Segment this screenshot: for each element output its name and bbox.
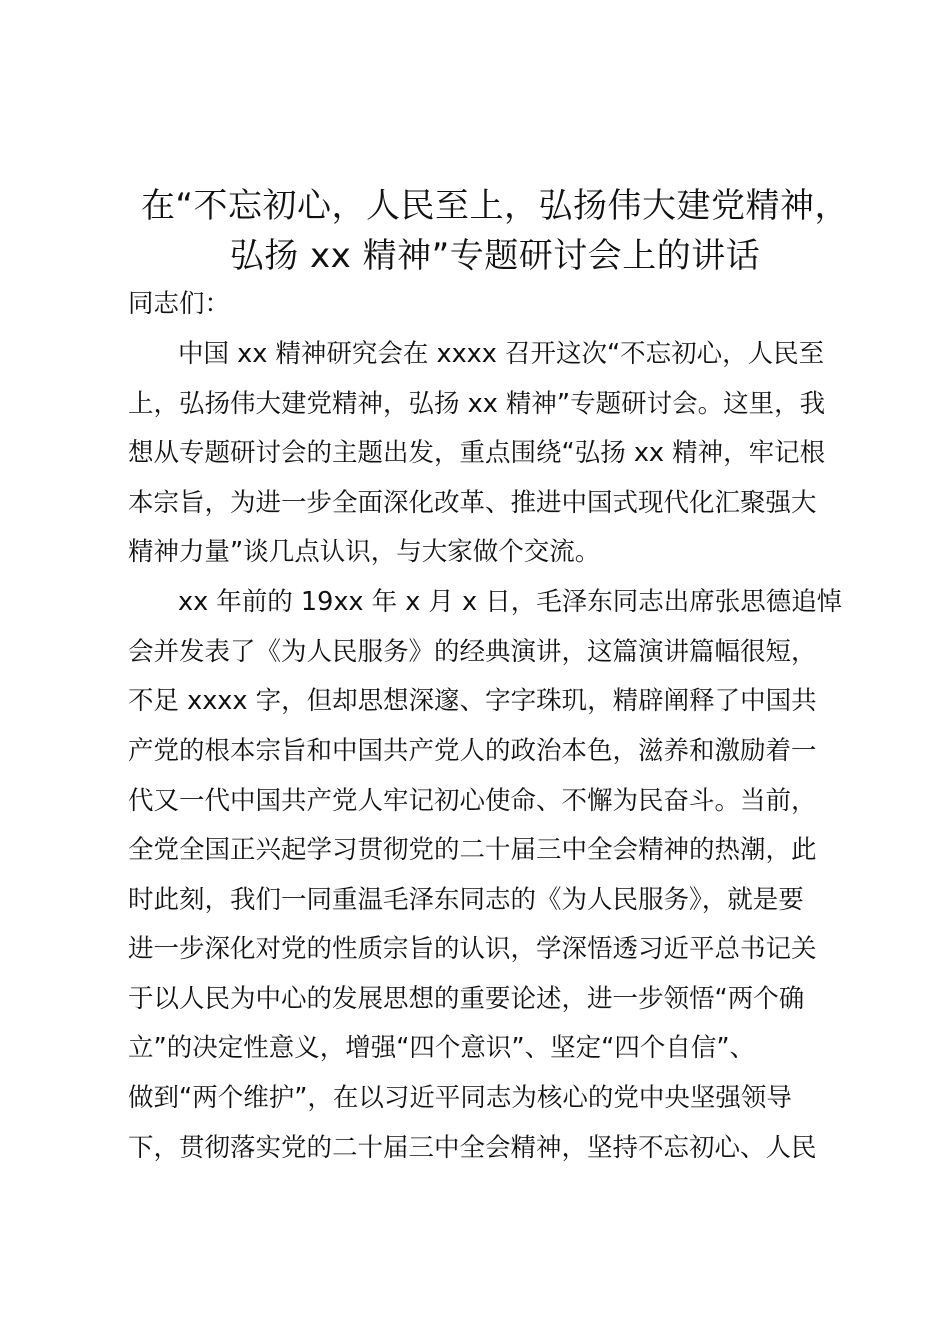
paragraph-2-line-11: 做到“两个维护”，在以习近平同志为核心的党中央坚强领导 <box>128 1083 792 1113</box>
paragraph-1-line-4: 本宗旨，为进一步全面深化改革、推进中国式现代化汇聚强大 <box>128 488 817 518</box>
paragraph-2-line-7: 时此刻，我们一同重温毛泽东同志的《为人民服务》，就是要 <box>128 885 804 915</box>
paragraph-1-line-2: 上，弘扬伟大建党精神，弘扬 xx 精神”专题研讨会。这里，我 <box>128 389 826 419</box>
paragraph-2-line-10: 立”的决定性意义，增强“四个意识”、坚定“四个自信”、 <box>128 1033 756 1063</box>
paragraph-2-line-4: 产党的根本宗旨和中国共产党人的政治本色，滋养和激励着一 <box>128 736 817 766</box>
document-title-line-1: 在“不忘初心，人民至上，弘扬伟大建党精神， <box>140 186 850 226</box>
paragraph-2-line-8: 进一步深化对党的性质宗旨的认识，学深悟透习近平总书记关 <box>128 934 817 964</box>
paragraph-2-line-5: 代又一代中国共产党人牢记初心使命、不懈为民奋斗。当前， <box>128 786 817 816</box>
paragraph-2-line-9: 于以人民为中心的发展思想的重要论述，进一步领悟“两个确 <box>128 984 805 1014</box>
salutation: 同志们： <box>128 289 231 319</box>
paragraph-2-line-12: 下，贯彻落实党的二十届三中全会精神，坚持不忘初心、人民 <box>128 1133 817 1163</box>
paragraph-2-line-1: xx 年前的 19xx 年 x 月 x 日，毛泽东同志出席张思德追悼 <box>178 587 843 617</box>
paragraph-1-line-1: 中国 xx 精神研究会在 xxxx 召开这次“不忘初心，人民至 <box>178 339 825 369</box>
paragraph-1-line-5: 精神力量”谈几点认识，与大家做个交流。 <box>128 537 601 567</box>
paragraph-1-line-3: 想从专题研讨会的主题出发，重点围绕“弘扬 xx 精神，牢记根 <box>128 438 826 468</box>
paragraph-2-line-6: 全党全国正兴起学习贯彻党的二十届三中全会精神的热潮，此 <box>128 835 817 865</box>
paragraph-2-line-3: 不足 xxxx 字，但却思想深邃、字字珠玑，精辟阐释了中国共 <box>128 686 817 716</box>
document-title-line-2: 弘扬 xx 精神”专题研讨会上的讲话 <box>229 236 761 276</box>
paragraph-2-line-2: 会并发表了《为人民服务》的经典演讲，这篇演讲篇幅很短， <box>128 637 817 667</box>
